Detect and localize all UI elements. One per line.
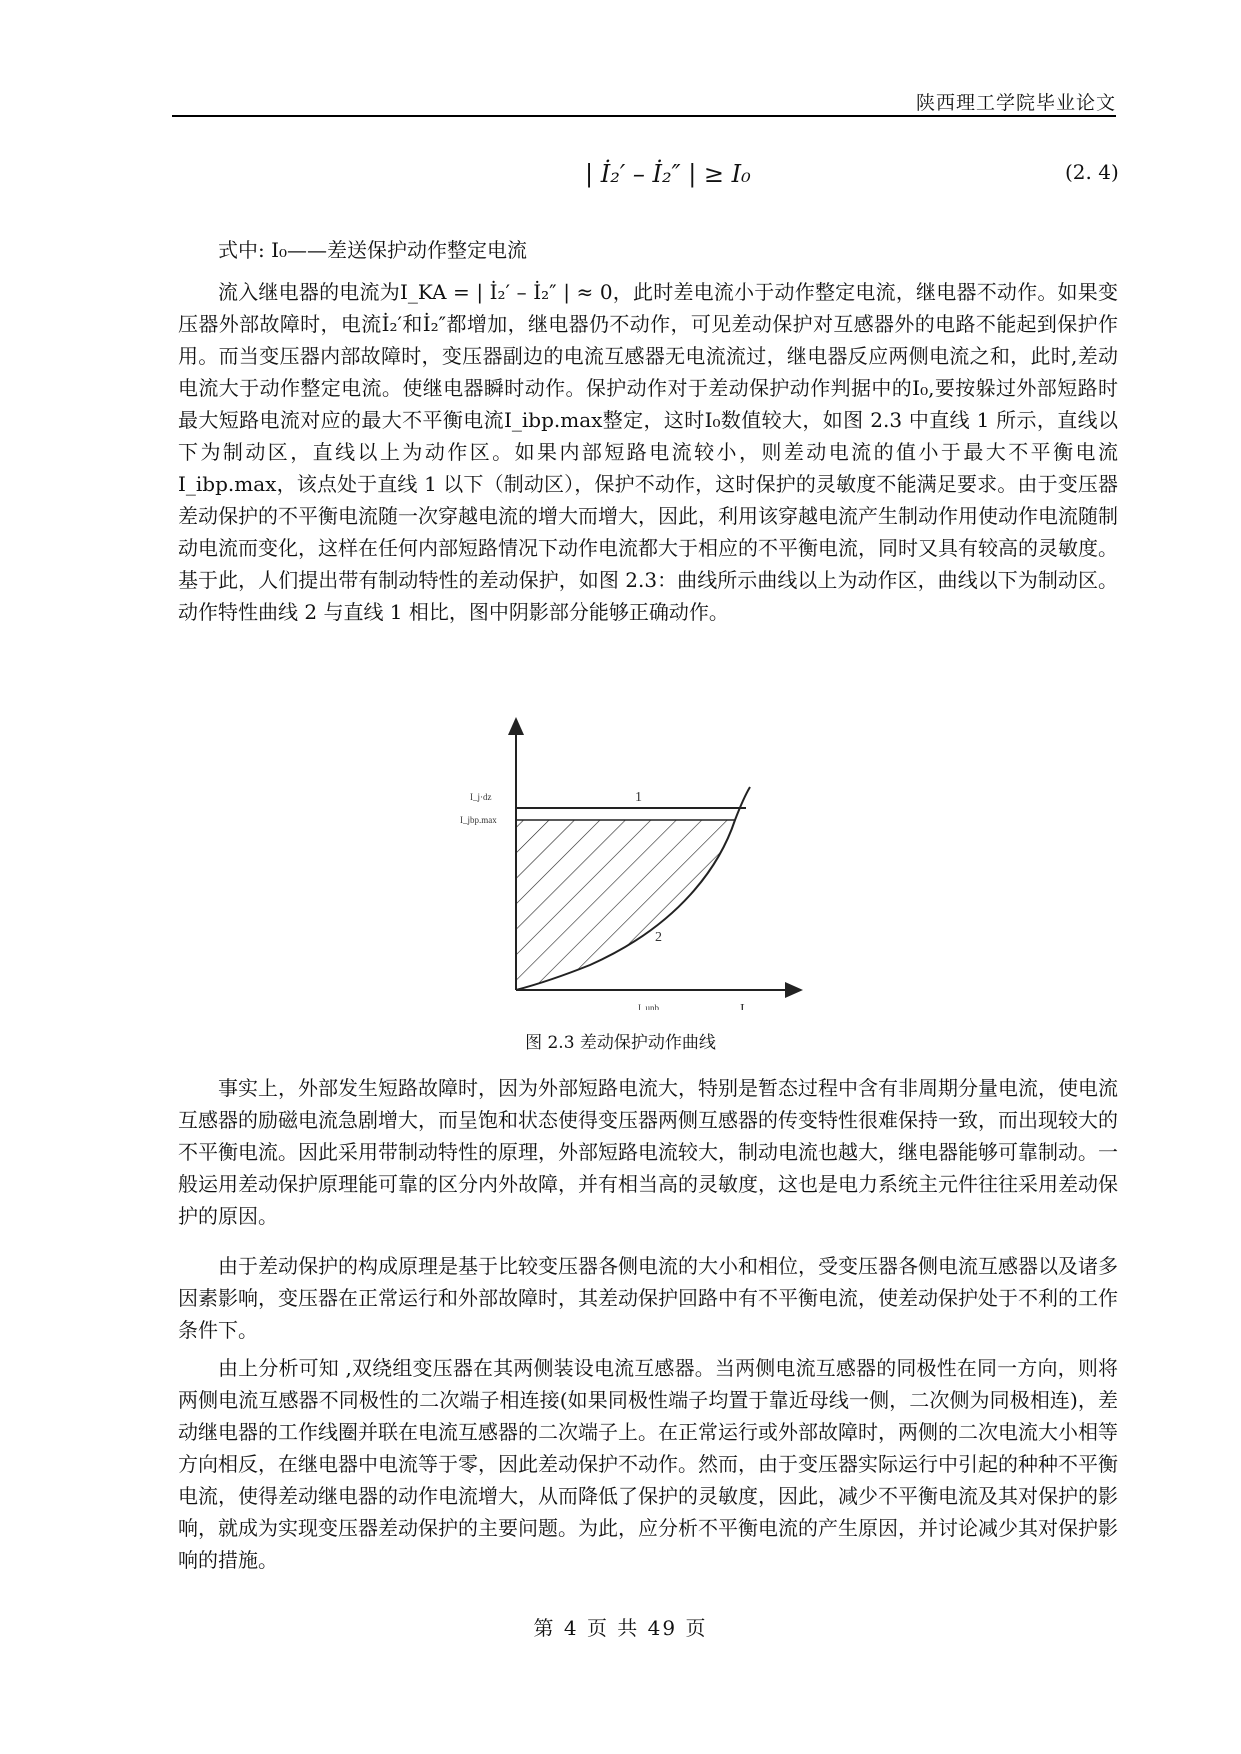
paragraph-1: 流入继电器的电流为I_KA = | İ₂′ – İ₂″ | ≈ 0，此时差电流小于动作整定电流，继电器不动作。如果变压器外部故障时，电流İ₂′和İ₂″都增加，继电器仍不动作，可见差动保护对互感器外的电路不能起到保护作用。而当变压器内部故障时，变压器副边的电流互感器无电流流过，继电器反应两侧电流之和，此时,差动电流大于动作整定电流。使继电器瞬时动作。保护动作对于差动保护动作判据中的I₀,要按躲过外部短路时最大短路电流对应的最大不平衡电流I_ibp.max整定，这时I₀数值较大，如图 2.3 中直线 1 所示，直线以下为制动区，直线以上为动作区。如果内部短路电流较小，则差动电流的值小于最大不平衡电流I_ibp.max，该点处于直线 1 以下（制动区），保护不动作，这时保护的灵敏度不能满足要求。由于变压器差动保护的不平衡电流随一次穿越电流的增大而增大，因此，利用该穿越电流产生制动作用使动作电流随制动电流而变化，这样在任何内部短路情况下动作电流都大于相应的不平衡电流，同时又具有较高的灵敏度。基于此，人们提出带有制动特性的差动保护，如图 2.3：曲线所示曲线以上为动作区，曲线以下为制动区。动作特性曲线 2 与直线 1 相比，图中阴影部分能够正确动作。 [178, 280, 1118, 624]
label-i: I [740, 1002, 745, 1010]
shaded-region [516, 820, 735, 990]
equation-explanation: 式中: I₀——差送保护动作整定电流 [218, 238, 528, 262]
paragraph-2: 事实上，外部发生短路故障时，因为外部短路电流大，特别是暂态过程中含有非周期分量电流，使电流互感器的励磁电流急剧增大，而呈饱和状态使得变压器两侧互感器的传变特性很难保持一致，而出现较大的不平衡电流。因此采用带制动特性的原理，外部短路电流较大，制动电流也越大，继电器能够可靠制动。一般运用差动保护原理能可靠的区分内外故障，并有相当高的灵敏度，这也是电力系统主元件往往采用差动保护的原因。 [178, 1076, 1118, 1228]
header-title: 陕西理工学院毕业论文 [915, 92, 1116, 114]
paragraph-4: 由上分析可知 ,双绕组变压器在其两侧装设电流互感器。当两侧电流互感器的同极性在同一方向，则将两侧电流互感器不同极性的二次端子相连接(如果同极性端子均置于靠近母线一侧，二次侧为同极相连)，差动继电器的工作线圈并联在电流互感器的二次端子上。在正常运行或外部故障时，两侧的二次电流大小相等方向相反，在继电器中电流等于零，因此差动保护不动作。然而，由于变压器实际运行中引起的种种不平衡电流，使得差动继电器的动作电流增大，从而降低了保护的灵敏度，因此，减少不平衡电流及其对保护的影响，就成为实现变压器差动保护的主要问题。为此，应分析不平衡电流的产生原因，并讨论减少其对保护影响的措施。 [178, 1356, 1118, 1572]
label-curve-2: 2 [655, 930, 662, 945]
paragraph-1-block [178, 276, 1118, 628]
figure-caption: 图 2.3 差动保护动作曲线 [525, 1033, 716, 1053]
label-line-1: 1 [635, 790, 642, 805]
page-number: 第 4 页 共 49 页 [533, 1616, 708, 1640]
label-ijdz: I_j·dz [470, 792, 492, 802]
paragraph-3: 由于差动保护的构成原理是基于比较变压器各侧电流的大小和相位，受变压器各侧电流互感器以及诸多因素影响，变压器在正常运行和外部故障时，其差动保护回路中有不平衡电流，使差动保护处于不利的工作条件下。 [178, 1254, 1118, 1342]
equation-2-4 [585, 160, 1119, 188]
equation-expression: | İ₂′ – İ₂″ | ≥ I₀ [585, 160, 751, 188]
equation-number: (2. 4) [1065, 160, 1119, 184]
paragraph-3-block [178, 1250, 1118, 1346]
header-rule [172, 115, 1116, 117]
differential-protection-curve-chart [450, 715, 840, 1010]
paragraph-2-block [178, 1072, 1118, 1232]
figure-2-3 [450, 715, 840, 1010]
label-ijbp: I_jbp.max [460, 815, 497, 825]
paragraph-4-block [178, 1352, 1118, 1576]
label-iunb: I_unb [638, 1003, 659, 1010]
